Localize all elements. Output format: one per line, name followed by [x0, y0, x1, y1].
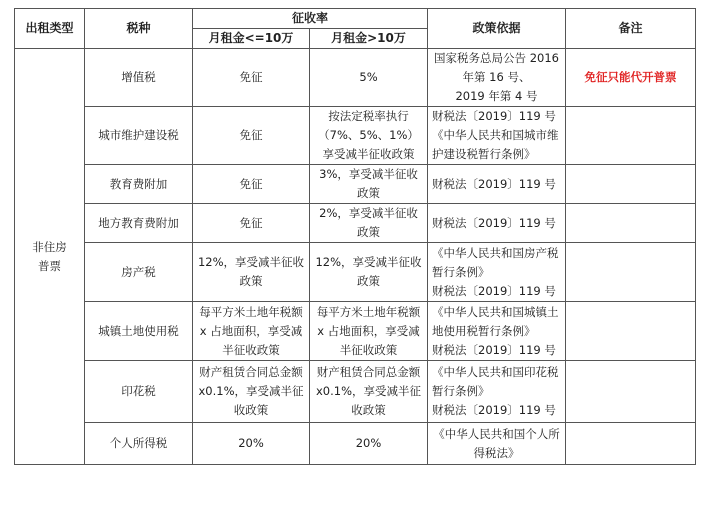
policy-basis-cell: 《中华人民共和国城镇土地使用税暂行条例》 财税法〔2019〕119 号: [428, 302, 566, 361]
rate-low-cell: 免征: [193, 107, 310, 165]
header-tax-type: 税种: [85, 9, 193, 49]
rate-low-cell: 20%: [193, 423, 310, 465]
rate-high-cell: 每平方米土地年税额 x 占地面积，享受减半征收政策: [310, 302, 428, 361]
rental-type-cell: 非住房 普票: [15, 49, 85, 465]
note-cell: [566, 302, 696, 361]
tax-name-cell: 个人所得税: [85, 423, 193, 465]
policy-basis-cell: 国家税务总局公告 2016 年第 16 号、 2019 年第 4 号: [428, 49, 566, 107]
tax-policy-table: [14, 8, 696, 465]
header-rate: 征收率: [193, 9, 428, 29]
note-cell: [566, 361, 696, 423]
header-policy-basis: 政策依据: [428, 9, 566, 49]
table-row: [15, 107, 696, 165]
note-cell: [566, 243, 696, 302]
policy-basis-cell: 《中华人民共和国个人所得税法》: [428, 423, 566, 465]
rate-high-cell: 12%，享受减半征收政策: [310, 243, 428, 302]
table-row: [15, 361, 696, 423]
note-cell: [566, 165, 696, 204]
header-rate-low: 月租金<=10万: [193, 29, 310, 49]
tax-name-cell: 房产税: [85, 243, 193, 302]
header-rental-type: 出租类型: [15, 9, 85, 49]
note-cell: [566, 107, 696, 165]
note-cell: [566, 204, 696, 243]
policy-basis-cell: 财税法〔2019〕119 号 《中华人民共和国城市维护建设税暂行条例》: [428, 107, 566, 165]
policy-basis-cell: 财税法〔2019〕119 号: [428, 165, 566, 204]
rate-high-cell: 2%，享受减半征收政策: [310, 204, 428, 243]
rate-low-cell: 免征: [193, 165, 310, 204]
tax-name-cell: 教育费附加: [85, 165, 193, 204]
tax-name-cell: 增值税: [85, 49, 193, 107]
rate-low-cell: 财产租赁合同总金额 x0.1%，享受减半征收政策: [193, 361, 310, 423]
tax-name-cell: 城市维护建设税: [85, 107, 193, 165]
rate-high-cell: 3%，享受减半征收政策: [310, 165, 428, 204]
table-row: [15, 243, 696, 302]
header-note: 备注: [566, 9, 696, 49]
rate-high-cell: 5%: [310, 49, 428, 107]
rate-low-cell: 每平方米土地年税额 x 占地面积，享受减半征收政策: [193, 302, 310, 361]
table-row: [15, 204, 696, 243]
tax-name-cell: 印花税: [85, 361, 193, 423]
rate-low-cell: 12%，享受减半征收政策: [193, 243, 310, 302]
policy-basis-cell: 财税法〔2019〕119 号: [428, 204, 566, 243]
table-row: [15, 49, 696, 107]
note-cell: [566, 423, 696, 465]
table-row: [15, 423, 696, 465]
rate-low-cell: 免征: [193, 204, 310, 243]
note-cell: 免征只能代开普票: [566, 49, 696, 107]
policy-basis-cell: 《中华人民共和国印花税暂行条例》 财税法〔2019〕119 号: [428, 361, 566, 423]
rate-high-cell: 20%: [310, 423, 428, 465]
rate-high-cell: 财产租赁合同总金额 x0.1%，享受减半征收政策: [310, 361, 428, 423]
rate-low-cell: 免征: [193, 49, 310, 107]
header-rate-high: 月租金>10万: [310, 29, 428, 49]
rate-high-cell: 按法定税率执行 （7%、5%、1%） 享受减半征收政策: [310, 107, 428, 165]
tax-name-cell: 城镇土地使用税: [85, 302, 193, 361]
policy-basis-cell: 《中华人民共和国房产税暂行条例》 财税法〔2019〕119 号: [428, 243, 566, 302]
table-row: [15, 165, 696, 204]
table-row: [15, 302, 696, 361]
tax-name-cell: 地方教育费附加: [85, 204, 193, 243]
